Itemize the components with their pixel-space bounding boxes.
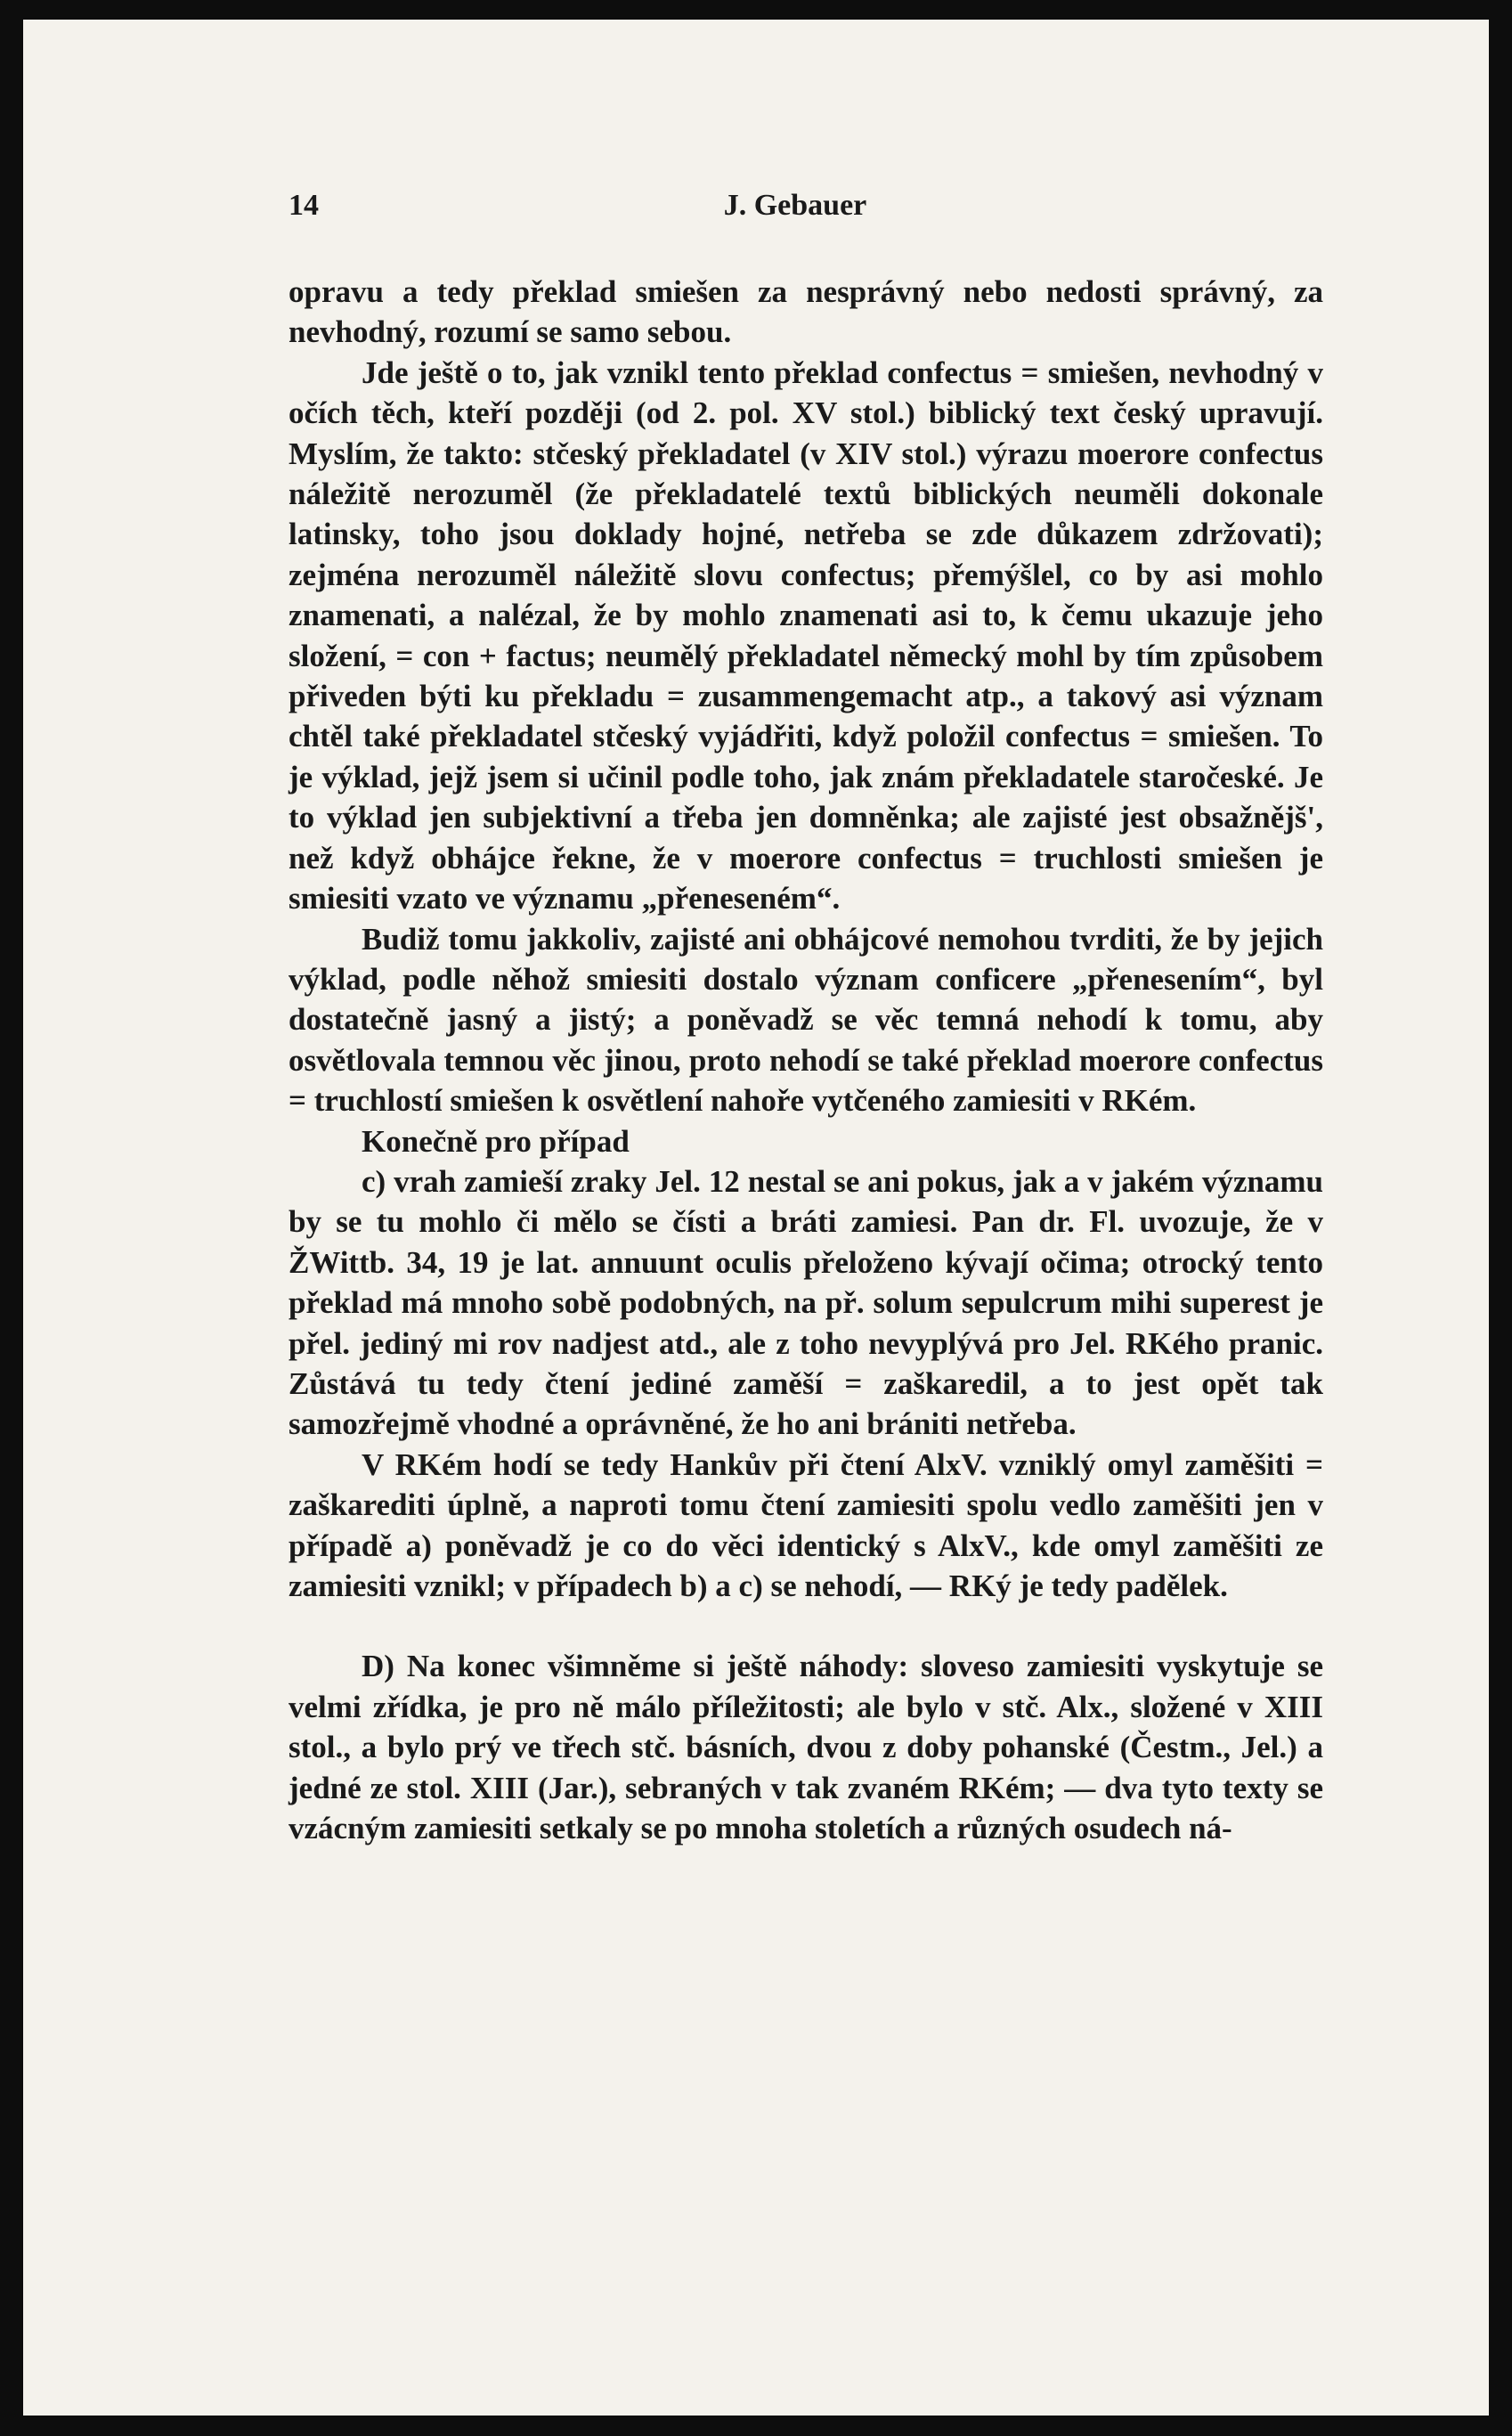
page-header bbox=[267, 169, 1323, 223]
running-head: J. Gebauer bbox=[723, 189, 867, 222]
page-number: 14 bbox=[289, 189, 319, 222]
paragraph: opravu a tedy překlad smiešen za nesprávný nebo nedosti správný, za nevhodný, rozumí se samo sebou. bbox=[289, 274, 1323, 350]
paragraph: D) Na konec všimněme si ještě náhody: sloveso zamiesiti vyskytuje se velmi zřídka, je pro ně málo příležitosti; ale bylo v stč. Alx., složené v XIII stol., a bylo prý ve třech stč. básních, dvou z doby pohanské (Čestm., Jel.) a jedné ze stol. XIII (Jar.), sebraných v tak zvaném RKém; — dva tyto texty se vzácným zamiesiti setkaly se po mnoha stoletích a různých osudech ná- bbox=[289, 1649, 1323, 1846]
paragraph: V RKém hodí se tedy Hankův při čtení AlxV. vzniklý omyl zaměšiti = zaškarediti úplně, a naproti tomu čtení zamiesiti spolu vedlo zaměšiti jen v případě a) poněvadž je co do věci identický s AlxV., kde omyl zaměšiti ze zamiesiti vznikl; v případech b) a c) se nehodí, — RKý je tedy padělek. bbox=[289, 1446, 1323, 1603]
book-page bbox=[23, 20, 1489, 2416]
body-text bbox=[289, 272, 1323, 1848]
paragraph: Jde ještě o to, jak vznikl tento překlad confectus = smiešen, nevhodný v očích těch, kteří později (od 2. pol. XV stol.) biblický text český upravují. Myslím, že takto: stčeský překladatel (v XIV stol.) výrazu moerore confectus náležitě nerozuměl (že překladatelé textů biblických neuměli dokonale latinsky, toho jsou doklady hojné, netřeba se zde důkazem zdržovati); zejména nerozuměl náležitě slovu confectus; přemýšlel, co by asi mohlo znamenati, a nalézal, že by mohlo znamenati asi to, k čemu ukazuje jeho složení, = con + factus; neumělý překladatel německý mohl by tím způsobem přiveden býti ku překladu = zusammengemacht atp., a takový asi význam chtěl také překladatel stčeský vyjádřiti, když položil confectus = smiešen. To je výklad, jejž jsem si učinil podle toho, jak znám překladatele staročeské. Je to výklad jen subjektivní a třeba jen domněnka; ale zajisté jest obsažnějš', než když obhájce řekne, že v moerore confectus = truchlosti smiešen je smiesiti vzato ve významu „přeneseném“. bbox=[289, 354, 1323, 917]
paragraph: c) vrah zamieší zraky Jel. 12 nestal se ani pokus, jak a v jakém významu by se tu mohlo či mělo se čísti a bráti zamiesi. Pan dr. Fl. uvozuje, že v ŽWittb. 34, 19 je lat. annuunt oculis přeloženo kývají očima; otrocký tento překlad má mnoho sobě podobných, na př. solum sepulcrum mihi superest je přel. jediný mi rov nadjest atd., ale z toho nevyplývá pro Jel. RKého pranic. Zůstává tu tedy čtení jediné zaměší = zaškaredil, a to jest opět tak samozřejmě vhodné a oprávněné, že ho ani brániti netřeba. bbox=[289, 1163, 1323, 1442]
paragraph: Konečně pro případ bbox=[362, 1123, 630, 1159]
paragraph: Budiž tomu jakkoliv, zajisté ani obhájcové nemohou tvrditi, že by jejich výklad, podle něhož smiesiti dostalo význam conficere „přenesením“, byl dostatečně jasný a jistý; a poněvadž se věc temná nehodí k tomu, aby osvětlovala temnou věc jinou, proto nehodí se také překlad moerore confectus = truchlostí smiešen k osvětlení nahoře vytčeného zamiesiti v RKém. bbox=[289, 921, 1323, 1119]
